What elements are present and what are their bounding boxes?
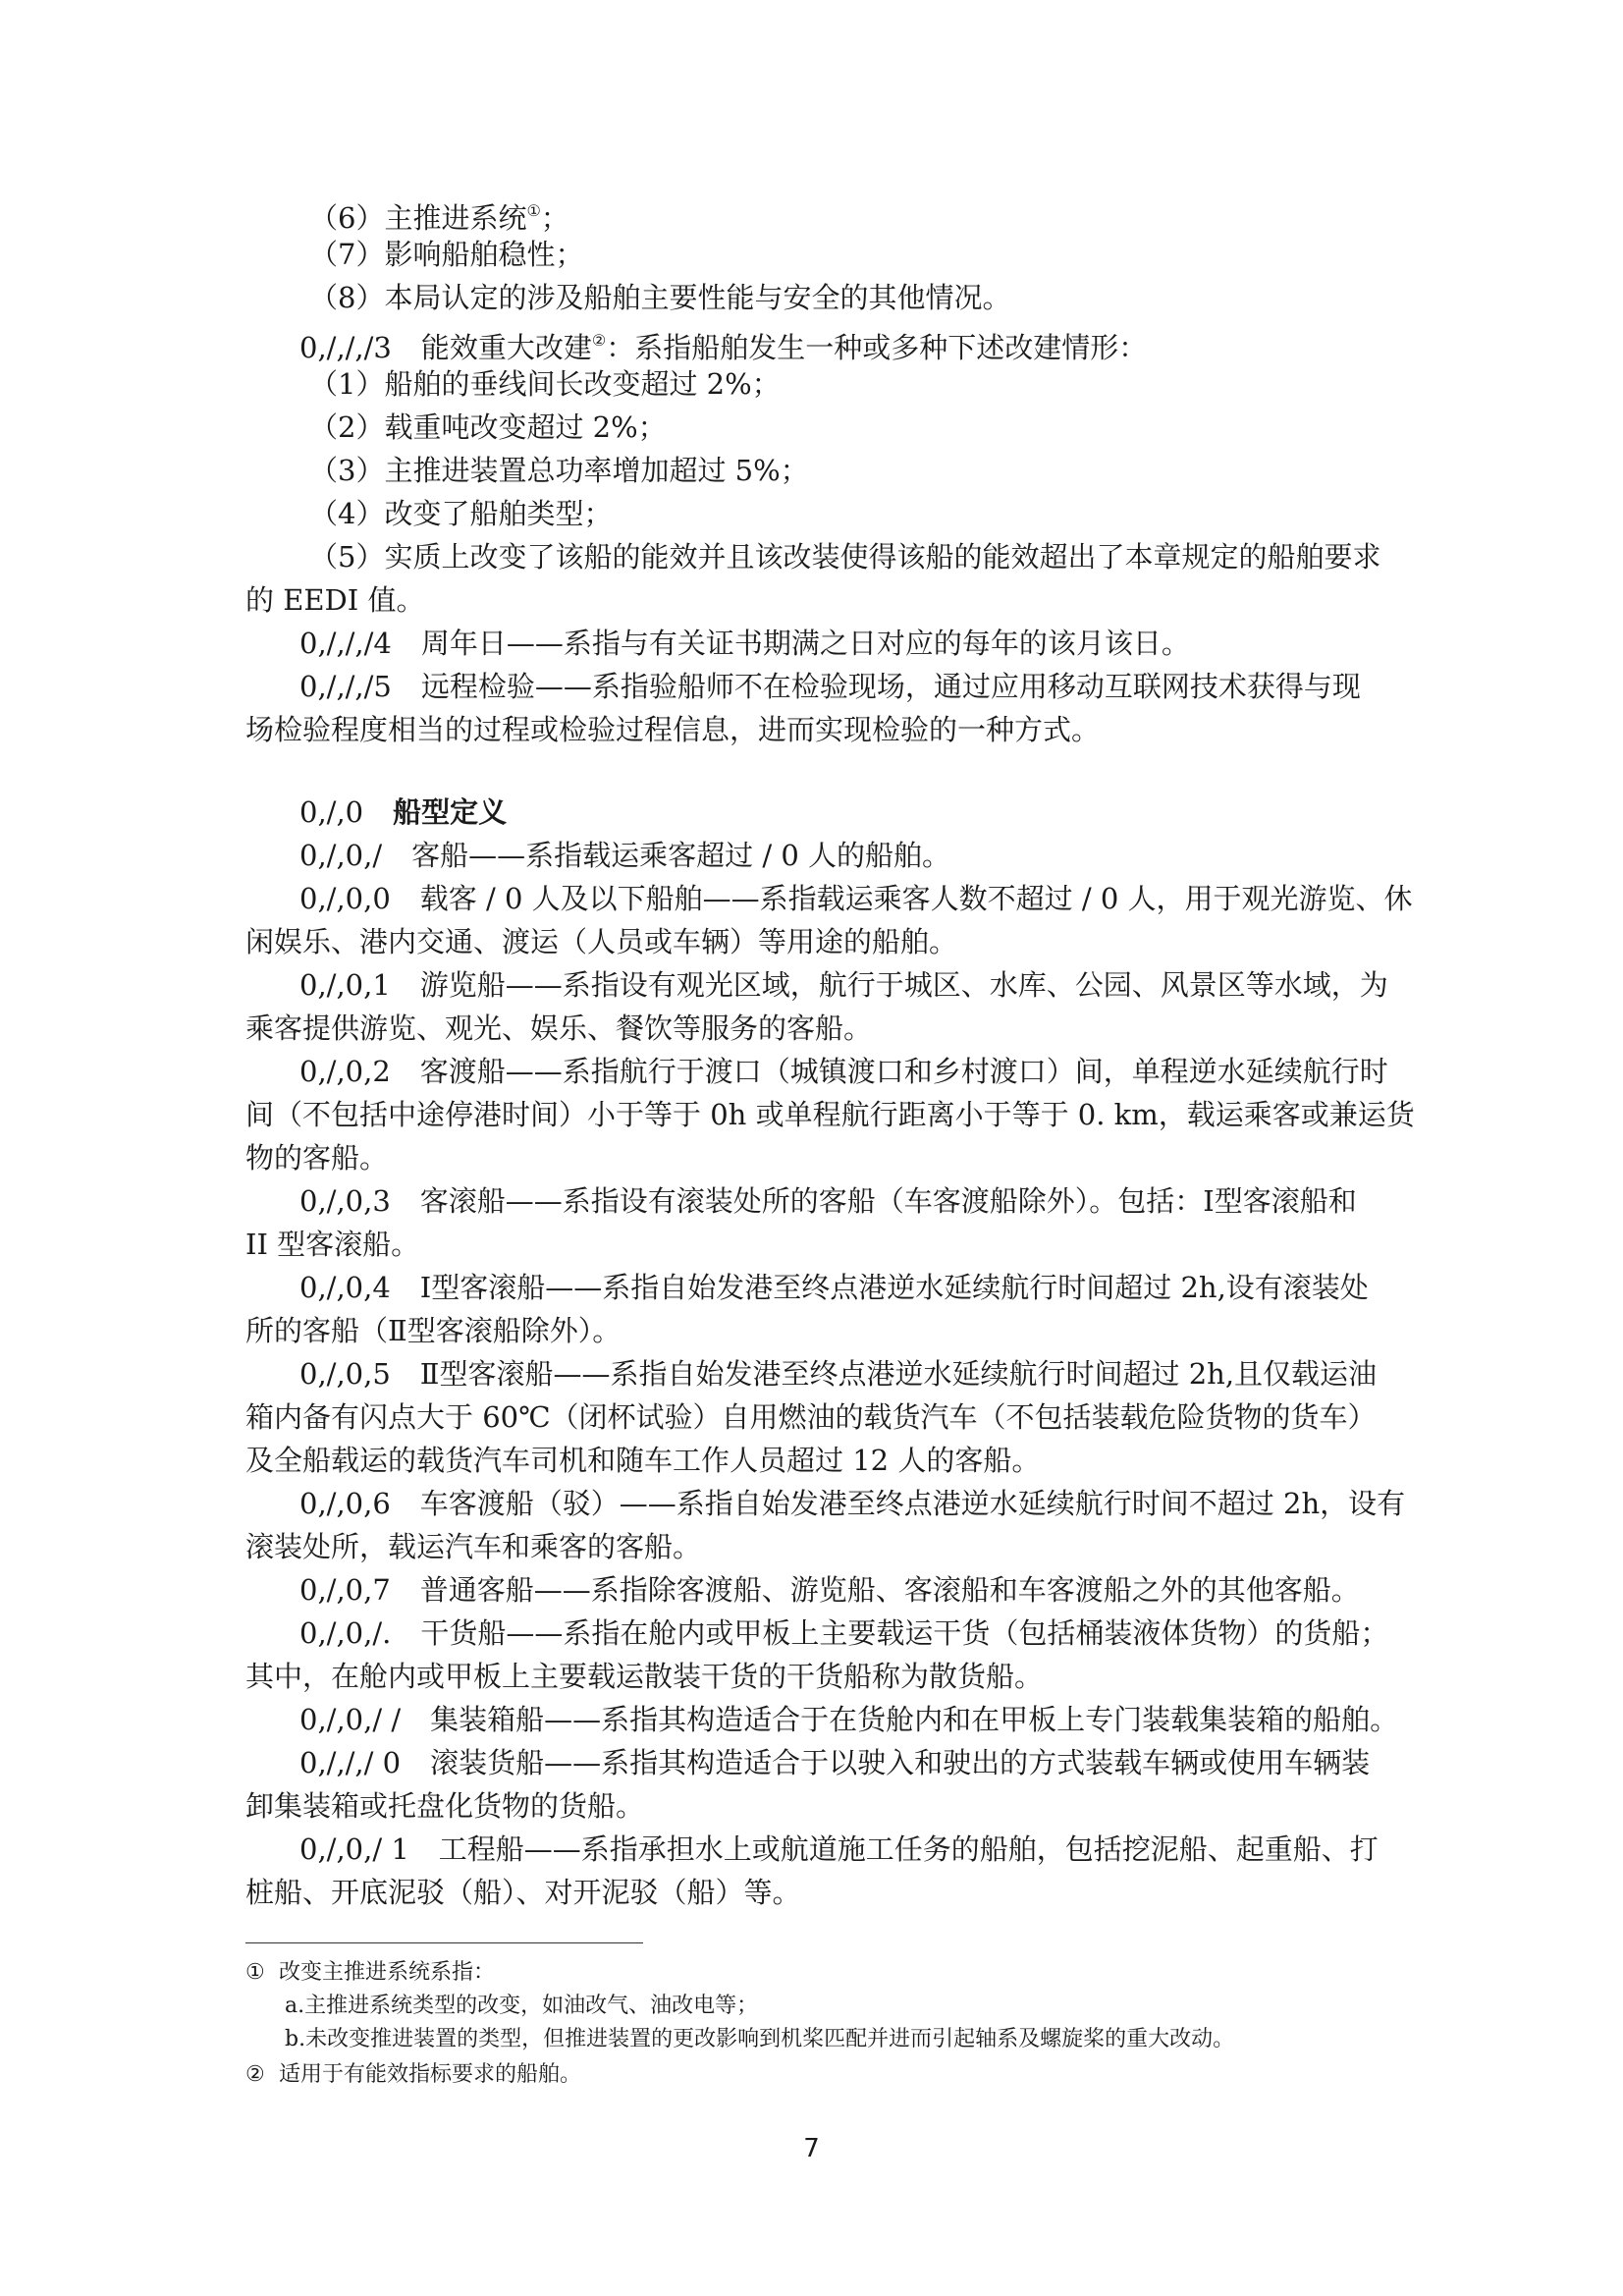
footnote-2: ② 适用于有能效指标要求的船舶。 [245,2062,582,2087]
clause-4: 0,/,/,/4 周年日——系指与有关证书期满之日对应的每年的该月该日。 [299,627,1190,660]
item-6: （6）主推进系统①； [309,201,569,235]
footnote-ref-2[interactable]: ② [591,331,607,350]
def-ro-ro-passenger-cont: II 型客滚船。 [245,1228,420,1261]
footnote-ref-1[interactable]: ① [526,201,541,220]
footnote-divider [245,1942,643,1943]
def-ordinary-passenger: 0,/,0,7 普通客船——系指除客渡船、游览船、客滚船和车客渡船之外的其他客船。 [299,1573,1360,1607]
energy-item-5-cont: 的 EEDI 值。 [245,583,425,617]
clause-5-cont: 场检验程度相当的过程或检验过程信息，进而实现检验的一种方式。 [245,713,1101,746]
def-small-passenger-cont: 闲娱乐、港内交通、渡运（人员或车辆）等用途的船舶。 [245,925,958,958]
def-type1-ro-ro-cont: 所的客船（Ⅱ型客滚船除外）。 [245,1314,622,1347]
def-container-ship: 0,/,0,/ / 集装箱船——系指其构造适合于在货舱内和在甲板上专门装载集装箱的船舶。 [299,1703,1399,1736]
def-type2-ro-ro: 0,/,0,5 Ⅱ型客滚船——系指自始发港至终点港逆水延续航行时间超过 2h,且仅载运油 [299,1357,1378,1391]
energy-item-3: （3）主推进装置总功率增加超过 5%； [309,454,809,487]
energy-item-4: （4）改变了船舶类型； [309,497,613,530]
def-ferry-cont2: 物的客船。 [245,1141,389,1175]
def-type2-ro-ro-cont: 箱内备有闪点大于 60℃（闭杯试验）自用燃油的载货汽车（不包括装载危险货物的货车） [245,1400,1377,1434]
def-ferry: 0,/,0,2 客渡船——系指航行于渡口（城镇渡口和乡村渡口）间，单程逆水延续航行时 [299,1055,1388,1088]
footnote-1: ① 改变主推进系统系指： [245,1960,496,1985]
def-type2-ro-ro-cont2: 及全船载运的载货汽车司机和随车工作人员超过 12 人的客船。 [245,1444,1041,1477]
def-passenger-ship: 0,/,0,/ 客船——系指载运乘客超过 / 0 人的船舶。 [299,839,950,872]
section-heading: 0,/,0 船型定义 [299,795,508,829]
energy-item-1: （1）船舶的垂线间长改变超过 2%； [309,367,781,401]
item-7: （7）影响船舶稳性； [309,238,584,271]
def-dry-cargo-cont: 其中，在舱内或甲板上主要载运散装干货的干货船称为散货船。 [245,1660,1044,1693]
def-ro-ro-cargo: 0,/,/,/ 0 滚装货船——系指其构造适合于以驶入和驶出的方式装载车辆或使用车辆装 [299,1746,1371,1779]
def-sightseeing-cont: 乘客提供游览、观光、娱乐、餐饮等服务的客船。 [245,1011,873,1045]
def-dry-cargo: 0,/,0,/. 干货船——系指在舱内或甲板上主要载运干货（包括桶装液体货物）的货船； [299,1616,1389,1650]
page-number: 7 [803,2134,820,2163]
def-vehicle-ferry: 0,/,0,6 车客渡船（驳）——系指自始发港至终点港逆水延续航行时间不超过 2h，设有 [299,1487,1406,1520]
def-small-passenger: 0,/,0,0 载客 / 0 人及以下船舶——系指载运乘客人数不超过 / 0 人，用于观光游览、休 [299,882,1413,915]
def-type1-ro-ro: 0,/,0,4 Ⅰ型客滚船——系指自始发港至终点港逆水延续航行时间超过 2h,设有滚装处 [299,1271,1369,1304]
def-engineering-ship: 0,/,0,/ 1 工程船——系指承担水上或航道施工任务的船舶，包括挖泥船、起重船、打 [299,1832,1379,1866]
energy-item-2: （2）载重吨改变超过 2%； [309,410,667,444]
footnote-1-a: a.主推进系统类型的改变，如油改气、油改电等； [285,1994,759,2018]
item-8: （8）本局认定的涉及船舶主要性能与安全的其他情况。 [309,281,1011,314]
clause-5: 0,/,/,/5 远程检验——系指验船师不在检验现场，通过应用移动互联网技术获得与现 [299,670,1361,703]
def-ferry-cont: 间（不包括中途停港时间）小于等于 0h 或单程航行距离小于等于 0. km，载运乘客或兼运货 [245,1098,1415,1131]
def-engineering-ship-cont: 桩船、开底泥驳（船）、对开泥驳（船）等。 [245,1876,801,1909]
def-vehicle-ferry-cont: 滚装处所，载运汽车和乘客的客船。 [245,1530,702,1563]
def-sightseeing: 0,/,0,1 游览船——系指设有观光区域，航行于城区、水库、公园、风景区等水域，为 [299,968,1388,1002]
energy-item-5: （5）实质上改变了该船的能效并且该改装使得该船的能效超出了本章规定的船舶要求 [309,540,1381,574]
def-ro-ro-passenger: 0,/,0,3 客滚船——系指设有滚装处所的客船（车客渡船除外）。包括：Ⅰ型客滚船和 [299,1184,1357,1218]
def-ro-ro-cargo-cont: 卸集装箱或托盘化货物的货船。 [245,1789,645,1823]
footnote-1-b: b.未改变推进装置的类型，但推进装置的更改影响到机桨匹配并进而引起轴系及螺旋桨的重大改动。 [285,2027,1235,2051]
clause-3: 0,/,/,/3 能效重大改建②：系指船舶发生一种或多种下述改建情形： [299,331,1148,364]
